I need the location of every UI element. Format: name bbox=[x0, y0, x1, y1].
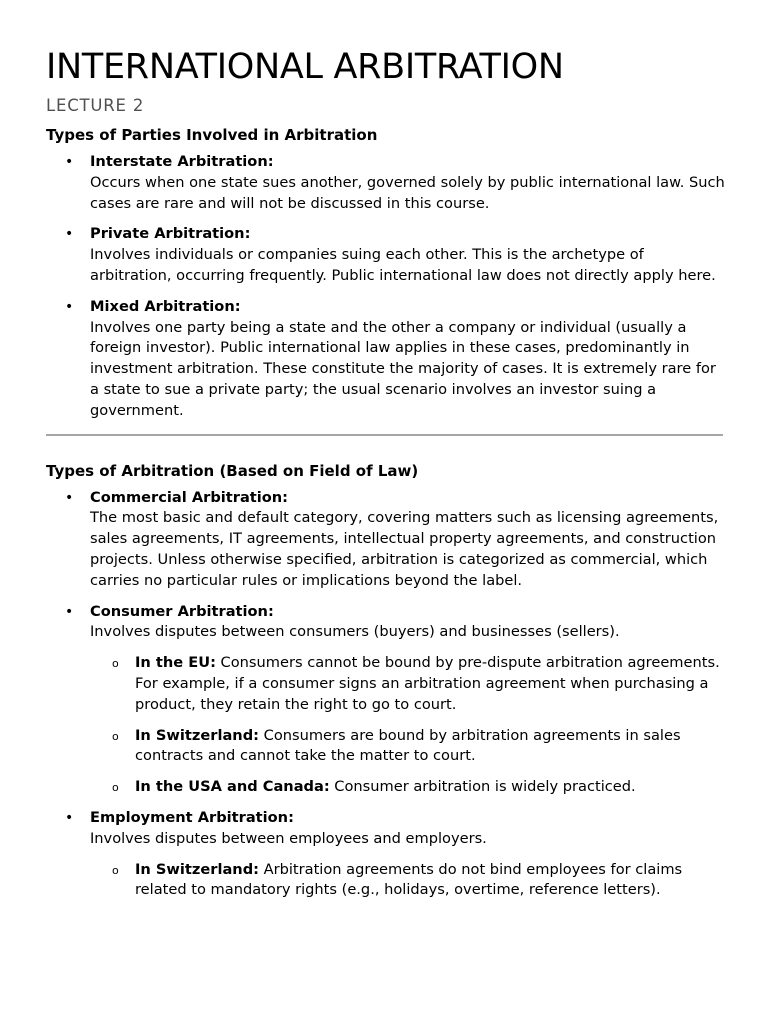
circle-bullet-icon: o bbox=[112, 863, 119, 877]
bullet-icon: • bbox=[65, 154, 74, 170]
list-item-title: Private Arbitration: bbox=[90, 225, 251, 243]
bullet-icon: • bbox=[65, 603, 74, 620]
section-heading-parties: Types of Parties Involved in Arbitration bbox=[46, 126, 378, 144]
list-item-text: Occurs when one state sues another, governed solely by public international law. Such cases are rare and will not be discussed in this course. bbox=[90, 173, 725, 212]
sublist-item bbox=[90, 860, 726, 902]
list-item bbox=[46, 152, 726, 214]
list-item bbox=[46, 808, 726, 901]
list-item bbox=[46, 602, 726, 798]
list-item-text: Involves one party being a state and the other a company or individual (usually a foreign investor). Public international law applies in these cases, predominantly in investment arbitration. These constitute the majority of cases. It is extremely rare for a state to sue a private party; the usual scenario involves an investor suing a government. bbox=[90, 318, 716, 419]
list-item bbox=[46, 224, 726, 286]
list-item-title: Employment Arbitration: bbox=[90, 808, 294, 826]
bullet-icon: • bbox=[65, 809, 74, 826]
sublist-item bbox=[90, 726, 726, 768]
sublist-item-text: Consumers cannot be bound by pre-dispute arbitration agreements. For example, if a consumer signs an arbitration agreement when purchasing a product, they retain the right to go to court. bbox=[135, 654, 720, 713]
list-item bbox=[46, 488, 726, 592]
consumer-sublist bbox=[90, 653, 726, 798]
sublist-item-title: In the EU: bbox=[135, 654, 216, 672]
document-page bbox=[46, 0, 726, 911]
bullet-icon: • bbox=[65, 298, 74, 315]
section-heading-field-of-law: Types of Arbitration (Based on Field of Law) bbox=[46, 461, 419, 480]
sublist-item bbox=[90, 777, 726, 798]
list-item-title: Mixed Arbitration: bbox=[90, 297, 241, 315]
list-item-title: Interstate Arbitration: bbox=[90, 153, 274, 170]
sublist-item-title: In the USA and Canada: bbox=[135, 778, 330, 796]
bullet-icon: • bbox=[65, 489, 74, 506]
list-item-text: The most basic and default category, covering matters such as licensing agreements, sales agreements, IT agreements, intellectual property agreements, and construction projects. Unless otherwise specified, arbitration is categorized as commercial, which carries no particular rules or implications beyond the label. bbox=[90, 509, 719, 589]
list-item-title: Commercial Arbitration: bbox=[90, 488, 289, 506]
circle-bullet-icon: o bbox=[112, 657, 119, 671]
section-divider bbox=[46, 434, 723, 436]
list-item-text: Involves individuals or companies suing each other. This is the archetype of arbitration, occurring frequently. Public international law does not directly apply here. bbox=[90, 246, 716, 284]
circle-bullet-icon: o bbox=[112, 781, 119, 795]
list-item-text: Involves disputes between consumers (buyers) and businesses (sellers). bbox=[90, 623, 620, 641]
sublist-item-text: Consumer arbitration is widely practiced. bbox=[329, 778, 636, 796]
document-subtitle: LECTURE 2 bbox=[46, 96, 145, 115]
sublist-item-title: In Switzerland: bbox=[135, 726, 259, 744]
list-item-title: Consumer Arbitration: bbox=[90, 602, 274, 620]
sublist-item-text: Arbitration agreements do not bind employees for claims related to mandatory rights (e.g., holidays, overtime, reference letters). bbox=[135, 860, 683, 899]
parties-list bbox=[46, 152, 726, 422]
circle-bullet-icon: o bbox=[112, 729, 119, 743]
document-title: INTERNATIONAL ARBITRATION bbox=[46, 47, 564, 87]
list-item bbox=[46, 297, 726, 422]
sublist-item-text: Consumers are bound by arbitration agreements in sales contracts and cannot take the matter to court. bbox=[135, 726, 681, 765]
sublist-item bbox=[90, 653, 726, 715]
list-item-text: Involves disputes between employees and employers. bbox=[90, 829, 487, 847]
field-of-law-list bbox=[46, 488, 726, 902]
sublist-item-title: In Switzerland: bbox=[135, 860, 259, 878]
employment-sublist bbox=[90, 860, 726, 902]
bullet-icon: • bbox=[65, 226, 74, 243]
